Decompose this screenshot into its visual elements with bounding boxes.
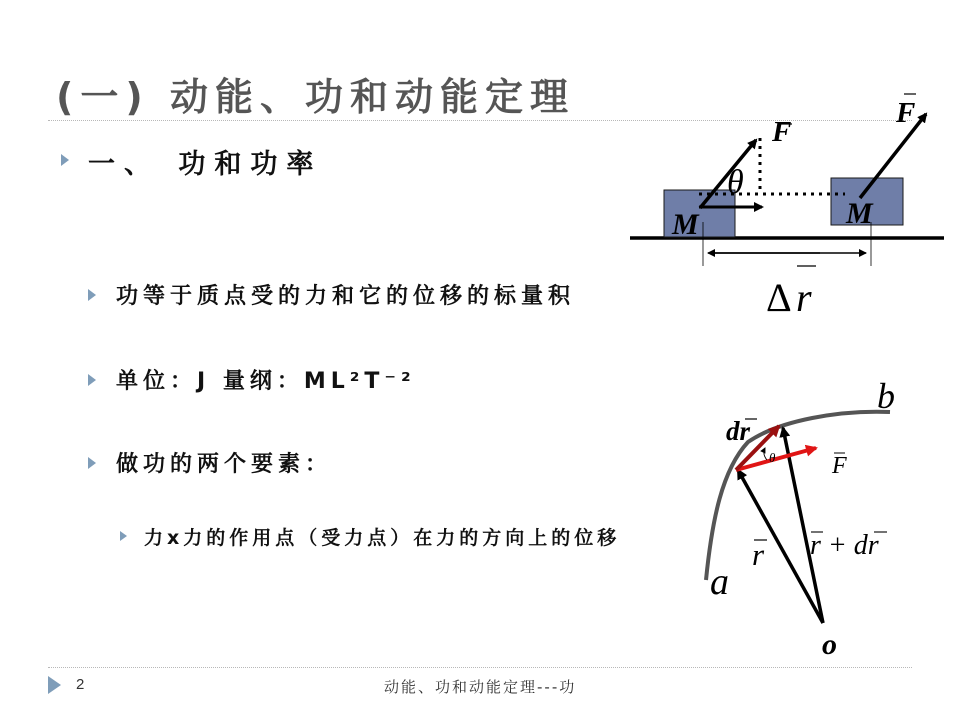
bullet-definition: 功等于质点受的力和它的位移的标量积 — [116, 284, 576, 309]
force-label: F — [832, 453, 847, 479]
bullet-unit: 单位：J 量纲：ML²T⁻² — [116, 369, 416, 394]
footer-title: 动能、功和动能定理---功 — [384, 678, 577, 696]
point-a-label: a — [710, 561, 729, 603]
sub-bullet-arrow-icon — [120, 531, 127, 541]
force-label-right: F — [896, 97, 916, 129]
sub-bullet-displacement: 力x力的作用点（受力点）在力的方向上的位移 — [144, 527, 621, 549]
block-label-right: M — [846, 197, 873, 230]
r-plus-dr-label: r + dr — [810, 530, 879, 561]
angle-label: θ — [727, 164, 744, 201]
force-label-left: F — [772, 116, 792, 148]
angle-arc — [764, 448, 767, 460]
bullet-arrow-icon — [61, 154, 69, 166]
angle-label-small: θ — [769, 450, 776, 465]
origin-label: o — [822, 628, 837, 661]
curved-path-work-diagram — [690, 370, 920, 665]
displacement-delta: Δ — [766, 275, 792, 320]
slide-title: (一) 动能、功和动能定理 — [56, 75, 575, 119]
point-b-label: b — [877, 376, 895, 416]
bullet-elements: 做功的两个要素： — [116, 452, 333, 477]
bullet-arrow-icon — [88, 374, 96, 386]
page-number: 2 — [76, 676, 85, 693]
r-label: r — [752, 537, 765, 572]
block-label-left: M — [672, 208, 699, 241]
footer-divider — [48, 667, 912, 668]
bullet-arrow-icon — [88, 457, 96, 469]
footer-arrow-icon — [48, 676, 61, 694]
displacement-r: r — [796, 275, 812, 320]
section-heading: 一、 功和功率 — [88, 149, 323, 180]
force-displacement-diagram — [620, 80, 950, 320]
bullet-arrow-icon — [88, 289, 96, 301]
dr-label: dr — [726, 416, 751, 446]
